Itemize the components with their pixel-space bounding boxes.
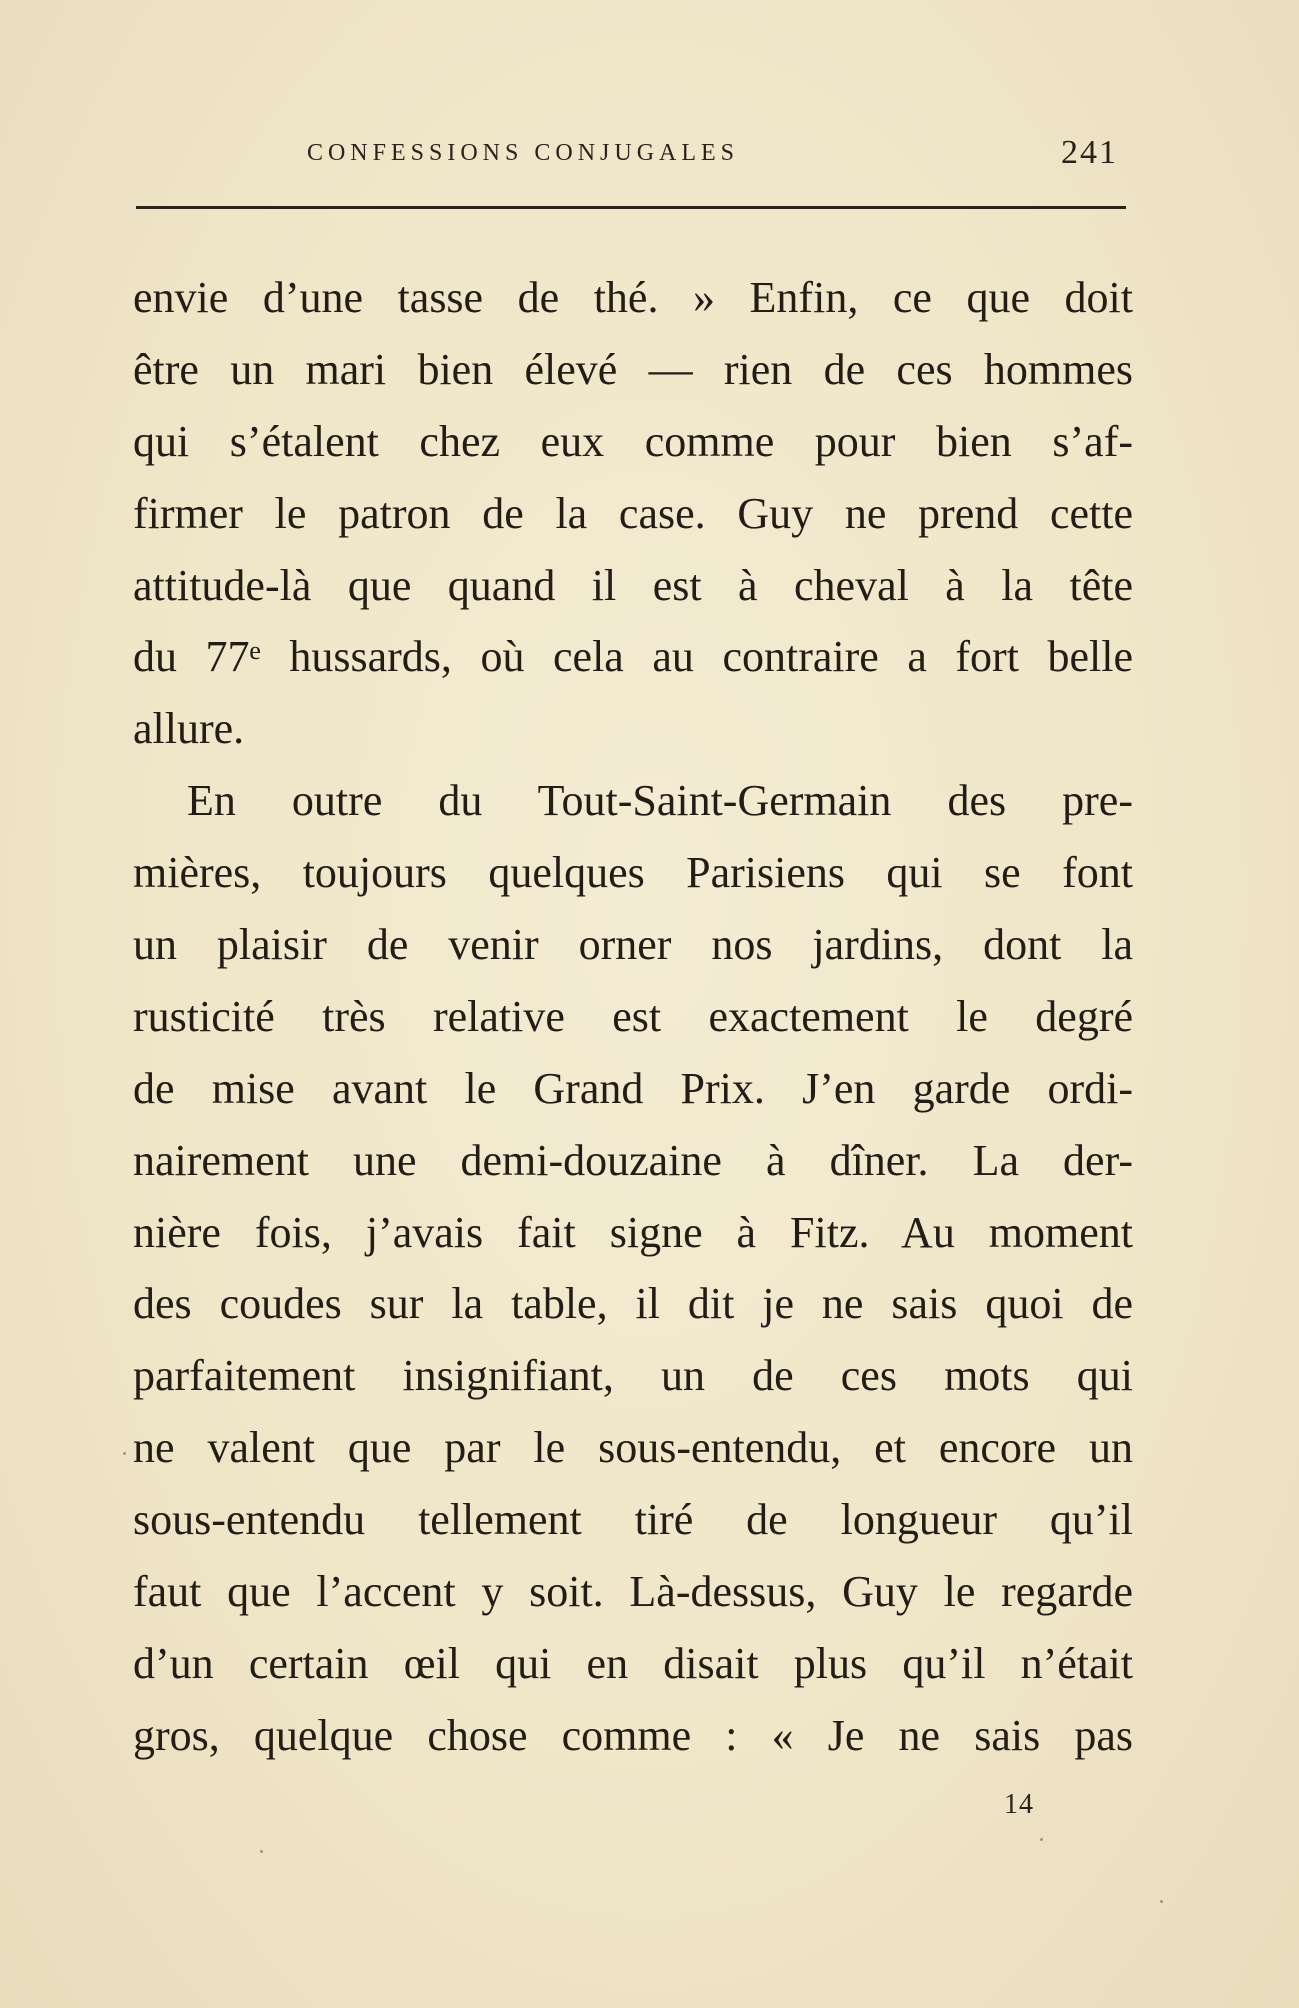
text-line: d’un certain œil qui en disait plus qu’il n’était bbox=[133, 1638, 1133, 1688]
text-line: qui s’étalent chez eux comme pour bien s’af- bbox=[133, 416, 1133, 466]
paper-speck bbox=[260, 1850, 263, 1853]
text-line: attitude-là que quand il est à cheval à la tête bbox=[133, 560, 1133, 610]
text-line: du 77ᵉ hussards, où cela au contraire a fort belle bbox=[133, 632, 1133, 682]
text-line: un plaisir de venir orner nos jardins, dont la bbox=[133, 920, 1133, 970]
text-line: nière fois, j’avais fait signe à Fitz. Au moment bbox=[133, 1207, 1133, 1257]
running-head bbox=[138, 132, 1124, 172]
text-line: des coudes sur la table, il dit je ne sais quoi de bbox=[133, 1279, 1133, 1329]
text-line: être un mari bien élevé — rien de ces hommes bbox=[133, 344, 1133, 394]
paper-speck bbox=[1160, 1900, 1163, 1903]
paper-speck bbox=[123, 1452, 126, 1455]
page-number: 241 bbox=[1061, 134, 1118, 171]
text-line: parfaitement insignifiant, un de ces mots qui bbox=[133, 1351, 1133, 1401]
text-line: rusticité très relative est exactement le degré bbox=[133, 991, 1133, 1041]
text-line: faut que l’accent y soit. Là-dessus, Guy le regarde bbox=[133, 1567, 1133, 1617]
text-line: mières, toujours quelques Parisiens qui se font bbox=[133, 848, 1133, 898]
text-line: de mise avant le Grand Prix. J’en garde ordi- bbox=[133, 1063, 1133, 1113]
header-rule bbox=[136, 206, 1126, 209]
text-line: envie d’une tasse de thé. » Enfin, ce que doit bbox=[133, 273, 1133, 322]
running-title: CONFESSIONS CONJUGALES bbox=[306, 140, 740, 166]
text-line: En outre du Tout-Saint-Germain des pre- bbox=[187, 776, 1133, 826]
text-line: nairement une demi-douzaine à dîner. La der- bbox=[133, 1135, 1133, 1185]
signature-mark: 14 bbox=[1004, 1789, 1034, 1820]
text-line: firmer le patron de la case. Guy ne prend cette bbox=[133, 488, 1133, 538]
paper-speck bbox=[1040, 1838, 1043, 1841]
body-text bbox=[133, 262, 1133, 1772]
text-line: sous-entendu tellement tiré de longueur qu’il bbox=[133, 1495, 1133, 1545]
text-line: allure. bbox=[133, 704, 245, 754]
text-line: ne valent que par le sous-entendu, et encore un bbox=[133, 1423, 1133, 1473]
text-line: gros, quelque chose comme : « Je ne sais pas bbox=[133, 1710, 1133, 1760]
